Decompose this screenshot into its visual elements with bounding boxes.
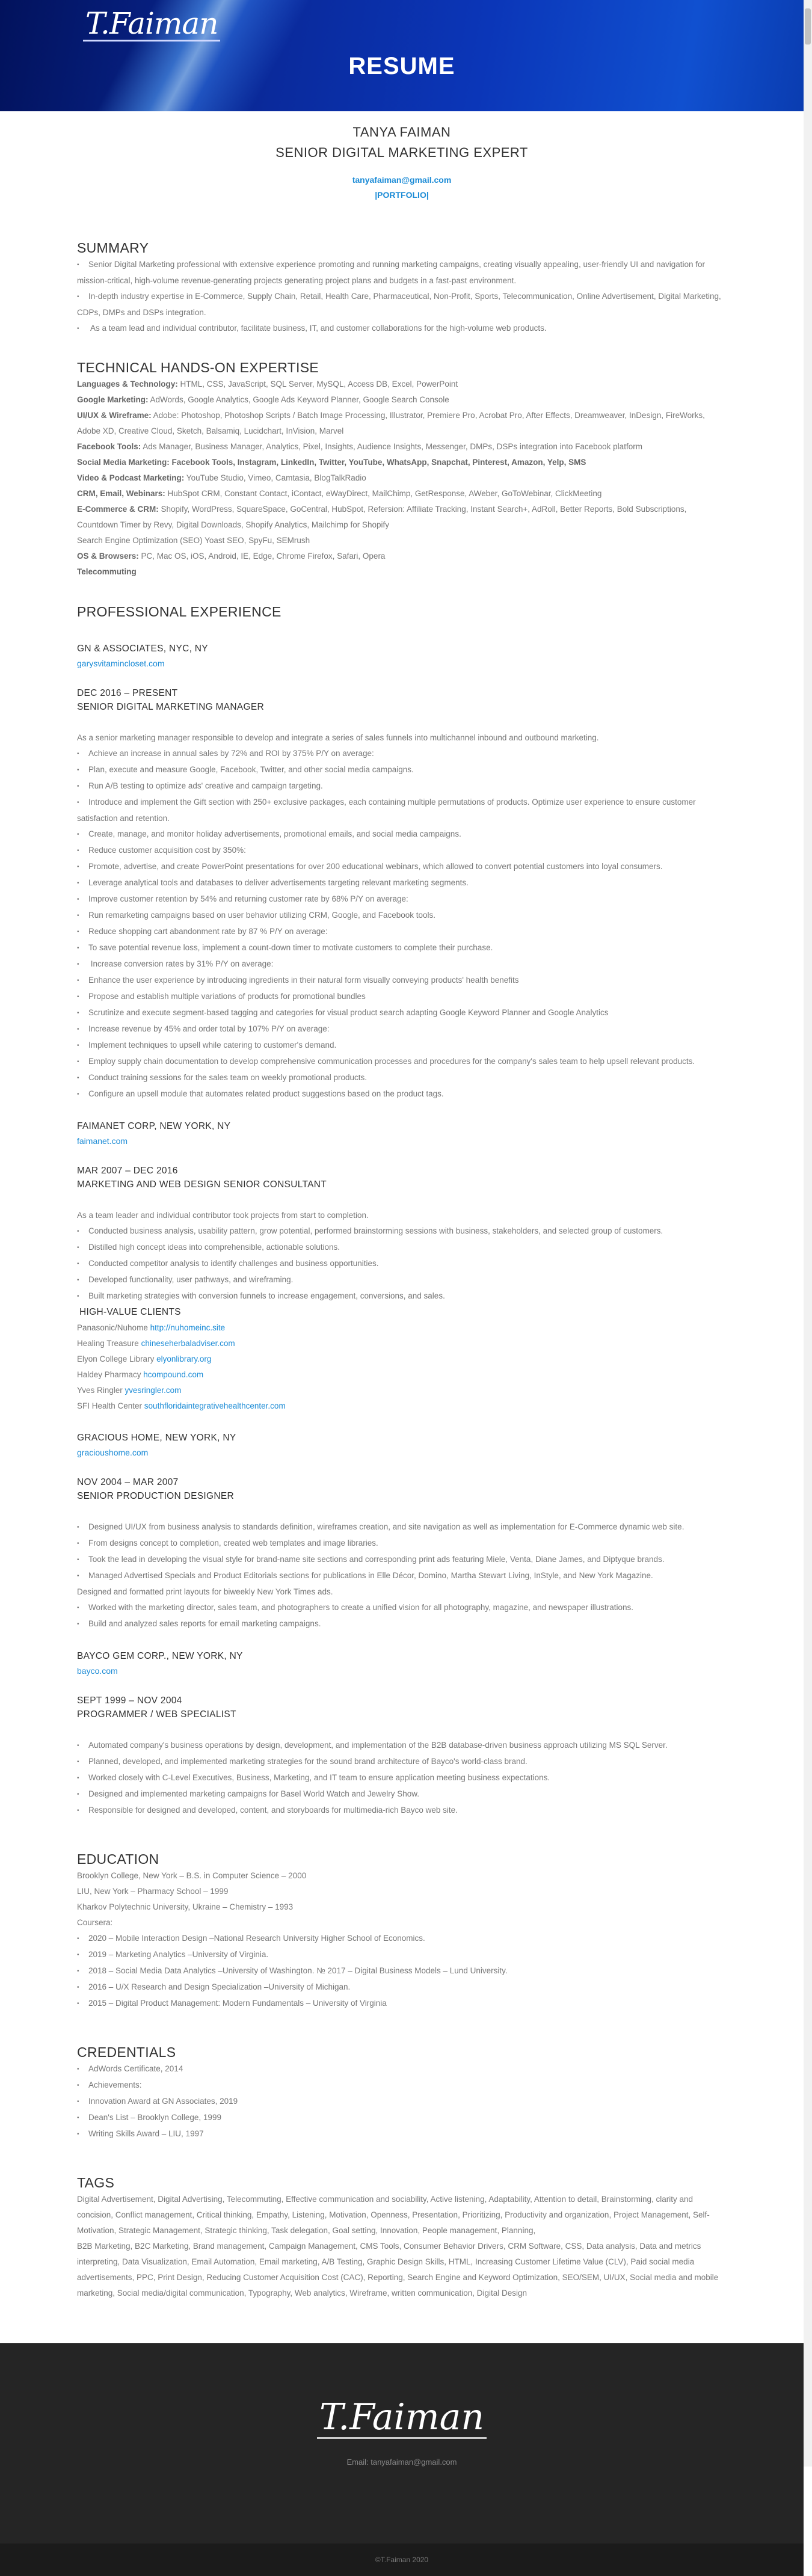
bullet-icon: • (77, 751, 79, 757)
job-title: SENIOR DIGITAL MARKETING MANAGER (77, 702, 265, 712)
bullet-icon: • (77, 294, 79, 300)
job-dates: MAR 2007 – DEC 2016 (77, 1166, 178, 1176)
bullet-text: To save potential revenue loss, implement a count-down timer to motivate customers to complete their purchase. (88, 943, 493, 952)
job-bullet (77, 1754, 730, 1770)
bullet-text: Reduce customer acquisition cost by 350%: (88, 846, 246, 855)
bullet-icon: • (77, 2082, 79, 2089)
job-bullet (77, 1054, 730, 1070)
bullet-text: Run remarketing campaigns based on user behavior utilizing CRM, Google, and Facebook tools. (88, 911, 436, 920)
hero-banner (0, 0, 804, 111)
credential-item (77, 2061, 730, 2077)
job-bullet (77, 1803, 730, 1819)
page-title: RESUME (348, 53, 455, 79)
job-bullet (77, 891, 730, 908)
job-bullet (77, 1738, 730, 1754)
education-line: Kharkov Polytechnic University, Ukraine – Chemistry – 1993 (77, 1902, 294, 1911)
job-bullet (77, 1070, 730, 1086)
course-item (77, 1947, 730, 1963)
job-bullet (77, 859, 730, 875)
job-title: MARKETING AND WEB DESIGN SENIOR CONSULTANT (77, 1179, 327, 1190)
expertise-label: E-Commerce & CRM: (77, 505, 159, 514)
scrollbar[interactable] (804, 0, 812, 2467)
job-bullet (77, 940, 730, 956)
clients-heading: HIGH-VALUE CLIENTS (79, 1307, 181, 1317)
summary-heading: SUMMARY (77, 240, 149, 256)
job-bullet (77, 1616, 730, 1632)
tags-paragraph: B2B Marketing, B2C Marketing, Brand management, Campaign Management, CMS Tools, Consumer Behavior Drivers, CRM Software, CSS, Data analysis, Data and metrics interpreting, Data Visualization, Email Automation, Email marketing, A/B Testing, Graphic Design Skills, HTML, Increasing Customer Lifetime Value (CLV), Paid social media advertisements, PPC, Print Design, Reducing Customer Acquisition Cost (CAC), Reporting, Search Engine and Keyword Optimization, SEO/SEM, UI/UX, Social media and mobile marketing, Social media/digital communication, Typography, Web analytics, Wireframe, written communication, Digital Design (77, 2242, 719, 2298)
credentials-heading: CREDENTIALS (77, 2044, 176, 2060)
bullet-icon: • (77, 847, 79, 854)
bullet-text: Worked with the marketing director, sales team, and photographers to create a unified vision for all photography, magazine, and newspaper illustrations. (88, 1603, 634, 1612)
job-bullet (77, 1272, 730, 1288)
bullet-text: Developed functionality, user pathways, and wireframing. (88, 1275, 294, 1284)
bullet-text: 2015 – Digital Product Management: Modern Fundamentals – University of Virginia (88, 1999, 387, 2008)
bullet-icon: • (77, 1968, 79, 1975)
company-link[interactable]: faimanet.com (77, 1136, 128, 1146)
expertise-row (77, 470, 730, 486)
bullet-text: Run A/B testing to optimize ads' creative and campaign targeting. (88, 781, 323, 790)
client-item (77, 1383, 730, 1398)
expertise-label: OS & Browsers: (77, 552, 139, 561)
expertise-label: Facebook Tools: (77, 442, 141, 451)
credential-item (77, 2094, 730, 2110)
bullet-text: Conduct training sessions for the sales team on weekly promotional products. (88, 1073, 367, 1082)
bullet-icon: • (77, 896, 79, 903)
job-bullet (77, 746, 730, 762)
bullet-text: Propose and establish multiple variations of products for promotional bundles (88, 992, 366, 1001)
job-entry (77, 1649, 730, 1819)
summary-item (77, 289, 730, 321)
expertise-text: Search Engine Optimization (SEO) Yoast SEO, SpyFu, SEMrush (77, 536, 310, 545)
expertise-row (77, 549, 730, 564)
portfolio-link[interactable]: |PORTFOLIO| (375, 190, 429, 200)
bullet-icon: • (77, 783, 79, 790)
bullet-text: Innovation Award at GN Associates, 2019 (88, 2097, 238, 2106)
person-role: SENIOR DIGITAL MARKETING EXPERT (275, 145, 528, 160)
person-name: TANYA FAIMAN (352, 124, 451, 140)
bullet-icon: • (77, 929, 79, 935)
expertise-text: HTML, CSS, JavaScript, SQL Server, MySQL, Access DB, Excel, PowerPoint (177, 380, 458, 389)
bullet-text: Designed and implemented marketing campaigns for Basel World Watch and Jewelry Show. (88, 1789, 420, 1798)
expertise-row (77, 502, 730, 533)
footer-logo-text: T.Faiman (317, 2397, 487, 2439)
client-name: Panasonic/Nuhome (77, 1323, 150, 1332)
job-bullet (77, 1552, 730, 1568)
credential-item (77, 2110, 730, 2126)
bullet-icon: • (77, 1557, 79, 1563)
bullet-icon: • (77, 262, 79, 268)
bullet-icon: • (77, 1775, 79, 1781)
expertise-row (77, 486, 730, 502)
client-link[interactable]: elyonlibrary.org (156, 1354, 212, 1363)
expertise-text: Shopify, WordPress, SquareSpace, GoCentral, HubSpot, Refersion: Affiliate Tracking, Instant Search+, AdRoll, Better Reports, Bold Subscriptions, Countdown Timer by Revy, Digital Downloads, Shopify Analytics, Mailchimp for Shopify (77, 505, 687, 529)
education-line: Brooklyn College, New York – B.S. in Computer Science – 2000 (77, 1871, 307, 1880)
client-link[interactable]: chineseherbaladviser.com (141, 1339, 235, 1348)
education-heading: EDUCATION (77, 1851, 159, 1867)
client-link[interactable]: southfloridaintegrativehealthcenter.com (144, 1401, 286, 1410)
bullet-icon: • (77, 1605, 79, 1611)
client-link[interactable]: http://nuhomeinc.site (150, 1323, 226, 1332)
expertise-row (77, 408, 730, 439)
job-bullet (77, 1288, 730, 1305)
job-bullet (77, 956, 730, 973)
course-item (77, 1931, 730, 1947)
job-title: SENIOR PRODUCTION DESIGNER (77, 1491, 234, 1501)
job-title: PROGRAMMER / WEB SPECIALIST (77, 1709, 236, 1720)
bullet-text: Configure an upsell module that automates related product suggestions based on the product tags. (88, 1089, 444, 1098)
bullet-icon: • (77, 2131, 79, 2138)
job-bullet (77, 1770, 730, 1786)
resume-content (0, 239, 804, 2301)
bullet-icon: • (77, 912, 79, 919)
bullet-text: Designed UI/UX from business analysis to standards definition, wireframes creation, and site navigation as well as implementation for E-Commerce dynamic web site. (88, 1522, 684, 1531)
expertise-text: YouTube Studio, Vimeo, Camtasia, BlogTalkRadio (184, 473, 366, 482)
company-name: GRACIOUS HOME, NEW YORK, NY (77, 1433, 236, 1443)
course-item (77, 1979, 730, 1996)
bullet-text: Achieve an increase in annual sales by 72% and ROI by 375% P/Y on average: (88, 749, 374, 758)
job-bullet (77, 1240, 730, 1256)
bullet-text: Plan, execute and measure Google, Facebook, Twitter, and other social media campaigns. (88, 765, 414, 774)
company-link[interactable]: garysvitamincloset.com (77, 659, 165, 668)
copyright: ©T.Faiman 2020 (0, 2544, 804, 2576)
bullet-text: Took the lead in developing the visual style for brand-name site sections and corresponding print ads featuring Miele, Venta, Diane James, and Diptyque brands. (88, 1555, 665, 1564)
bullet-text: Implement techniques to upsell while catering to customer's demand. (88, 1041, 337, 1050)
scrollbar-thumb[interactable] (805, 8, 811, 45)
expertise-label: Languages & Technology: (77, 380, 178, 389)
job-entry (77, 1119, 730, 1414)
job-bullet (77, 1519, 730, 1535)
bullet-text: Build and analyzed sales reports for email marketing campaigns. (88, 1619, 321, 1628)
bullet-icon: • (77, 325, 79, 332)
bullet-icon: • (77, 2115, 79, 2121)
tags-paragraph: Digital Advertisement, Digital Advertising, Telecommuting, Effective communication and sociability, Active listening, Adaptability, Attention to detail, Brainstorming, clarity and concision, Conflict management, Critical thinking, Empathy, Listening, Motivation, Openness, Presentation, Prioritizing, Productivity and organization, Project Management, Self-Motivation, Strategic Management, Strategic thinking, Task delegation, Goal setting, Innovation, People management, Planning, (77, 2195, 710, 2235)
job-bullet (77, 1535, 730, 1552)
bullet-icon: • (77, 1228, 79, 1235)
bullet-icon: • (77, 1952, 79, 1958)
bullet-text: Automated company's business operations by design, development, and implementation of the B2B database-driven business approach utilizing MS SQL Server. (88, 1741, 668, 1750)
client-link[interactable]: yvesringler.com (125, 1386, 182, 1395)
expertise-label: CRM, Email, Webinars: (77, 489, 165, 498)
job-note: Designed and formatted print layouts for biweekly New York Times ads. (77, 1587, 333, 1596)
bullet-icon: • (77, 1010, 79, 1016)
bullet-icon: • (77, 1573, 79, 1579)
bullet-icon: • (77, 864, 79, 870)
bullet-icon: • (77, 994, 79, 1000)
bullet-text: Writing Skills Award – LIU, 1997 (88, 2129, 204, 2138)
job-bullet (77, 908, 730, 924)
expertise-label: Telecommuting (77, 567, 137, 576)
bullet-text: 2016 – U/X Research and Design Specialization –University of Michigan. (88, 1982, 351, 1991)
logo[interactable]: T.Faiman (83, 8, 220, 41)
job-bullet (77, 762, 730, 778)
bullet-icon: • (77, 2066, 79, 2073)
bullet-text: Dean's List – Brooklyn College, 1999 (88, 2113, 221, 2122)
job-bullet (77, 924, 730, 940)
bullet-icon: • (77, 1042, 79, 1049)
company-name: BAYCO GEM CORP., NEW YORK, NY (77, 1651, 243, 1661)
expertise-row (77, 533, 730, 549)
job-bullet (77, 795, 730, 826)
job-bullet (77, 1223, 730, 1240)
expertise-row (77, 392, 730, 408)
credential-item (77, 2077, 730, 2094)
bullet-text: 2020 – Mobile Interaction Design –National Research University Higher School of Economics. (88, 1934, 425, 1943)
expertise-text: Ads Manager, Business Manager, Analytics, Pixel, Insights, Audience Insights, Messenger, DMPs, DSPs integration into Facebook platform (141, 442, 642, 451)
job-bullet (77, 1021, 730, 1037)
job-dates: NOV 2004 – MAR 2007 (77, 1477, 179, 1487)
bullet-text: From designs concept to completion, created web templates and image libraries. (88, 1539, 378, 1548)
client-name: SFI Health Center (77, 1401, 144, 1410)
bullet-text: Improve customer retention by 54% and returning customer rate by 68% P/Y on average: (88, 894, 408, 903)
summary-item (77, 321, 730, 337)
bullet-text: AdWords Certificate, 2014 (88, 2064, 183, 2073)
bullet-icon: • (77, 977, 79, 984)
expertise-label: Video & Podcast Marketing: (77, 473, 185, 482)
bullet-text: Scrutinize and execute segment-based tagging and categories for visual product search adapting Google Keyword Planner and Google Analytics (88, 1008, 609, 1017)
client-item (77, 1398, 730, 1414)
bullet-text: 2018 – Social Media Data Analytics –University of Washington. № 2017 – Digital Business Models – Lund University. (88, 1966, 508, 1975)
bullet-icon: • (77, 1540, 79, 1547)
bullet-text: Senior Digital Marketing professional with extensive experience promoting and running marketing campaigns, creating visually appealing, user-friendly UI and navigation for mission-critical, high-volume revenue-generating projects generating project plans and budgets in a fast-past environment. (77, 260, 706, 285)
client-name: Yves Ringler (77, 1386, 125, 1395)
credential-item (77, 2126, 730, 2142)
bullet-text: Planned, developed, and implemented marketing strategies for the sound brand architecture of Bayco's world-class brand. (88, 1757, 527, 1766)
client-name: Healing Treasure (77, 1339, 141, 1348)
bullet-text: Leverage analytical tools and databases to deliver advertisements targeting relevant marketing segments. (88, 878, 469, 887)
job-dates: SEPT 1999 – NOV 2004 (77, 1695, 182, 1706)
bullet-icon: • (77, 1244, 79, 1251)
bullet-icon: • (77, 767, 79, 773)
bullet-icon: • (77, 880, 79, 887)
bullet-text: Conducted competitor analysis to identify challenges and business opportunities. (88, 1259, 379, 1268)
client-item (77, 1351, 730, 1367)
bullet-icon: • (77, 1935, 79, 1942)
footer-logo (0, 2397, 804, 2439)
bullet-text: Worked closely with C-Level Executives, Business, Marketing, and IT team to ensure application meeting business expectations. (88, 1773, 550, 1782)
job-bullet (77, 1568, 730, 1584)
bullet-icon: • (77, 831, 79, 838)
bullet-icon: • (77, 1091, 79, 1098)
summary-item (77, 257, 730, 289)
experience-heading: PROFESSIONAL EXPERIENCE (77, 604, 281, 619)
footer (0, 2343, 804, 2544)
bullet-text: Managed Advertised Specials and Product Editorials sections for publications in Elle Décor, Domino, Martha Stewart Living, InStyle, and New York Magazine. (88, 1571, 653, 1580)
job-bullet (77, 1600, 730, 1616)
job-bullet (77, 1786, 730, 1803)
expertise-label: Social Media Marketing: Facebook Tools, Instagram, LinkedIn, Twitter, YouTube, WhatsApp, Snapchat, Pinterest, Amazon, Yelp, SMS (77, 458, 586, 467)
expertise-row (77, 439, 730, 455)
bullet-text: Employ supply chain documentation to develop comprehensive communication processes and procedures for the company's sales team to help upsell relevant products. (88, 1057, 695, 1066)
job-bullet (77, 1005, 730, 1021)
bullet-text: Promote, advertise, and create PowerPoint presentations for over 200 educational webinars, which allowed to convert potential customers into loyal consumers. (88, 862, 663, 871)
bullet-icon: • (77, 2000, 79, 2007)
client-item (77, 1320, 730, 1336)
bullet-icon: • (77, 1807, 79, 1814)
bullet-text: Increase revenue by 45% and order total by 107% P/Y on average: (88, 1024, 330, 1033)
job-intro: As a team leader and individual contributor took projects from start to completion. (77, 1211, 369, 1220)
bullet-text: Distilled high concept ideas into comprehensible, actionable solutions. (88, 1243, 340, 1252)
bullet-text: In-depth industry expertise in E-Commerce, Supply Chain, Retail, Health Care, Pharmaceutical, Non-Profit, Sports, Telecommunication, Online Advertisement, Digital Marketing, CDPs, DMPs and DSPs integration. (77, 292, 721, 317)
job-bullet (77, 843, 730, 859)
expertise-text: PC, Mac OS, iOS, Android, IE, Edge, Chrome Firefox, Safari, Opera (138, 552, 386, 561)
expertise-row (77, 455, 730, 470)
job-bullet (77, 875, 730, 891)
bullet-icon: • (77, 1026, 79, 1033)
bullet-text: Reduce shopping cart abandonment rate by 87 % P/Y on average: (88, 927, 328, 936)
expertise-row (77, 564, 730, 580)
bullet-text: Enhance the user experience by introducing ingredients in their natural form visually conveying products' health benefits (88, 976, 519, 985)
job-bullet (77, 826, 730, 843)
bullet-text: Achievements: (88, 2080, 142, 2089)
bullet-icon: • (77, 1759, 79, 1765)
expertise-label: UI/UX & Wireframe: (77, 411, 152, 420)
footer-email: Email: tanyafaiman@gmail.com (346, 2458, 457, 2467)
expertise-heading: TECHNICAL HANDS-ON EXPERTISE (77, 360, 319, 375)
bullet-icon: • (77, 1984, 79, 1991)
expertise-row (77, 377, 730, 392)
company-link[interactable]: gracioushome.com (77, 1448, 149, 1457)
bullet-icon: • (77, 1742, 79, 1749)
course-item (77, 1996, 730, 2012)
intro (0, 111, 804, 203)
bullet-icon: • (77, 799, 79, 806)
client-name: Haldey Pharmacy (77, 1370, 144, 1379)
bullet-icon: • (77, 1059, 79, 1065)
job-dates: DEC 2016 – PRESENT (77, 688, 178, 698)
bullet-text: Built marketing strategies with conversion funnels to increase engagement, conversions, and sales. (88, 1291, 445, 1300)
bullet-icon: • (77, 2098, 79, 2105)
expertise-text: HubSpot CRM, Constant Contact, iContact, eWayDirect, MailChimp, GetResponse, AWeber, GoToWebinar, ClickMeeting (165, 489, 602, 498)
bullet-icon: • (77, 1791, 79, 1798)
job-bullet (77, 1256, 730, 1272)
job-entry (77, 1431, 730, 1632)
bullet-icon: • (77, 1261, 79, 1267)
client-link[interactable]: hcompound.com (143, 1370, 204, 1379)
expertise-label: Google Marketing: (77, 395, 149, 404)
course-item (77, 1963, 730, 1979)
job-entry (77, 642, 730, 1102)
email-link[interactable]: tanyafaiman@gmail.com (352, 175, 452, 185)
job-bullet (77, 778, 730, 795)
job-bullet (77, 989, 730, 1005)
bullet-text: Conducted business analysis, usability pattern, grow potential, performed brainstorming sessions with business, stakeholders, and selected group of customers. (88, 1226, 663, 1235)
client-item (77, 1336, 730, 1351)
bullet-text: Introduce and implement the Gift section with 250+ exclusive packages, each containing multiple permutations of products. Optimize user experience to ensure customer satisfaction and retention. (77, 798, 696, 823)
bullet-icon: • (77, 1293, 79, 1300)
bullet-icon: • (77, 1621, 79, 1628)
client-item (77, 1367, 730, 1383)
expertise-text: Adobe: Photoshop, Photoshop Scripts / Batch Image Processing, Illustrator, Premiere Pro, Acrobat Pro, After Effects, Dreamweaver, InDesign, FireWorks, Adobe XD, Creative Cloud, Sketch, Balsamiq, Lucidchart, InVision, Marvel (77, 411, 705, 435)
bullet-text: Increase conversion rates by 31% P/Y on average: (88, 959, 274, 968)
expertise-text: AdWords, Google Analytics, Google Ads Keyword Planner, Google Search Console (148, 395, 449, 404)
job-bullet (77, 1086, 730, 1102)
bullet-icon: • (77, 1277, 79, 1283)
education-line: LIU, New York – Pharmacy School – 1999 (77, 1887, 229, 1896)
job-bullet (77, 973, 730, 989)
job-intro: As a senior marketing manager responsible to develop and integrate a series of sales funnels into multichannel inbound and outbound marketing. (77, 733, 599, 742)
education-line: Coursera: (77, 1918, 113, 1927)
company-name: FAIMANET CORP, NEW YORK, NY (77, 1121, 231, 1131)
bullet-icon: • (77, 1524, 79, 1531)
bullet-text: 2019 – Marketing Analytics –University of Virginia. (88, 1950, 269, 1959)
bullet-text: Responsible for designed and developed, content, and storyboards for multimedia-rich Bayco web site. (88, 1806, 458, 1815)
bullet-icon: • (77, 945, 79, 951)
company-link[interactable]: bayco.com (77, 1666, 118, 1676)
bullet-icon: • (77, 961, 79, 968)
client-name: Elyon College Library (77, 1354, 157, 1363)
tags-heading: TAGS (77, 2175, 115, 2190)
bullet-text: Create, manage, and monitor holiday advertisements, promotional emails, and social media campaigns. (88, 829, 461, 838)
job-bullet (77, 1037, 730, 1054)
company-name: GN & ASSOCIATES, NYC, NY (77, 644, 208, 654)
bullet-icon: • (77, 1075, 79, 1081)
bullet-text: As a team lead and individual contributor, facilitate business, IT, and customer collaborations for the high-volume web products. (88, 324, 547, 333)
